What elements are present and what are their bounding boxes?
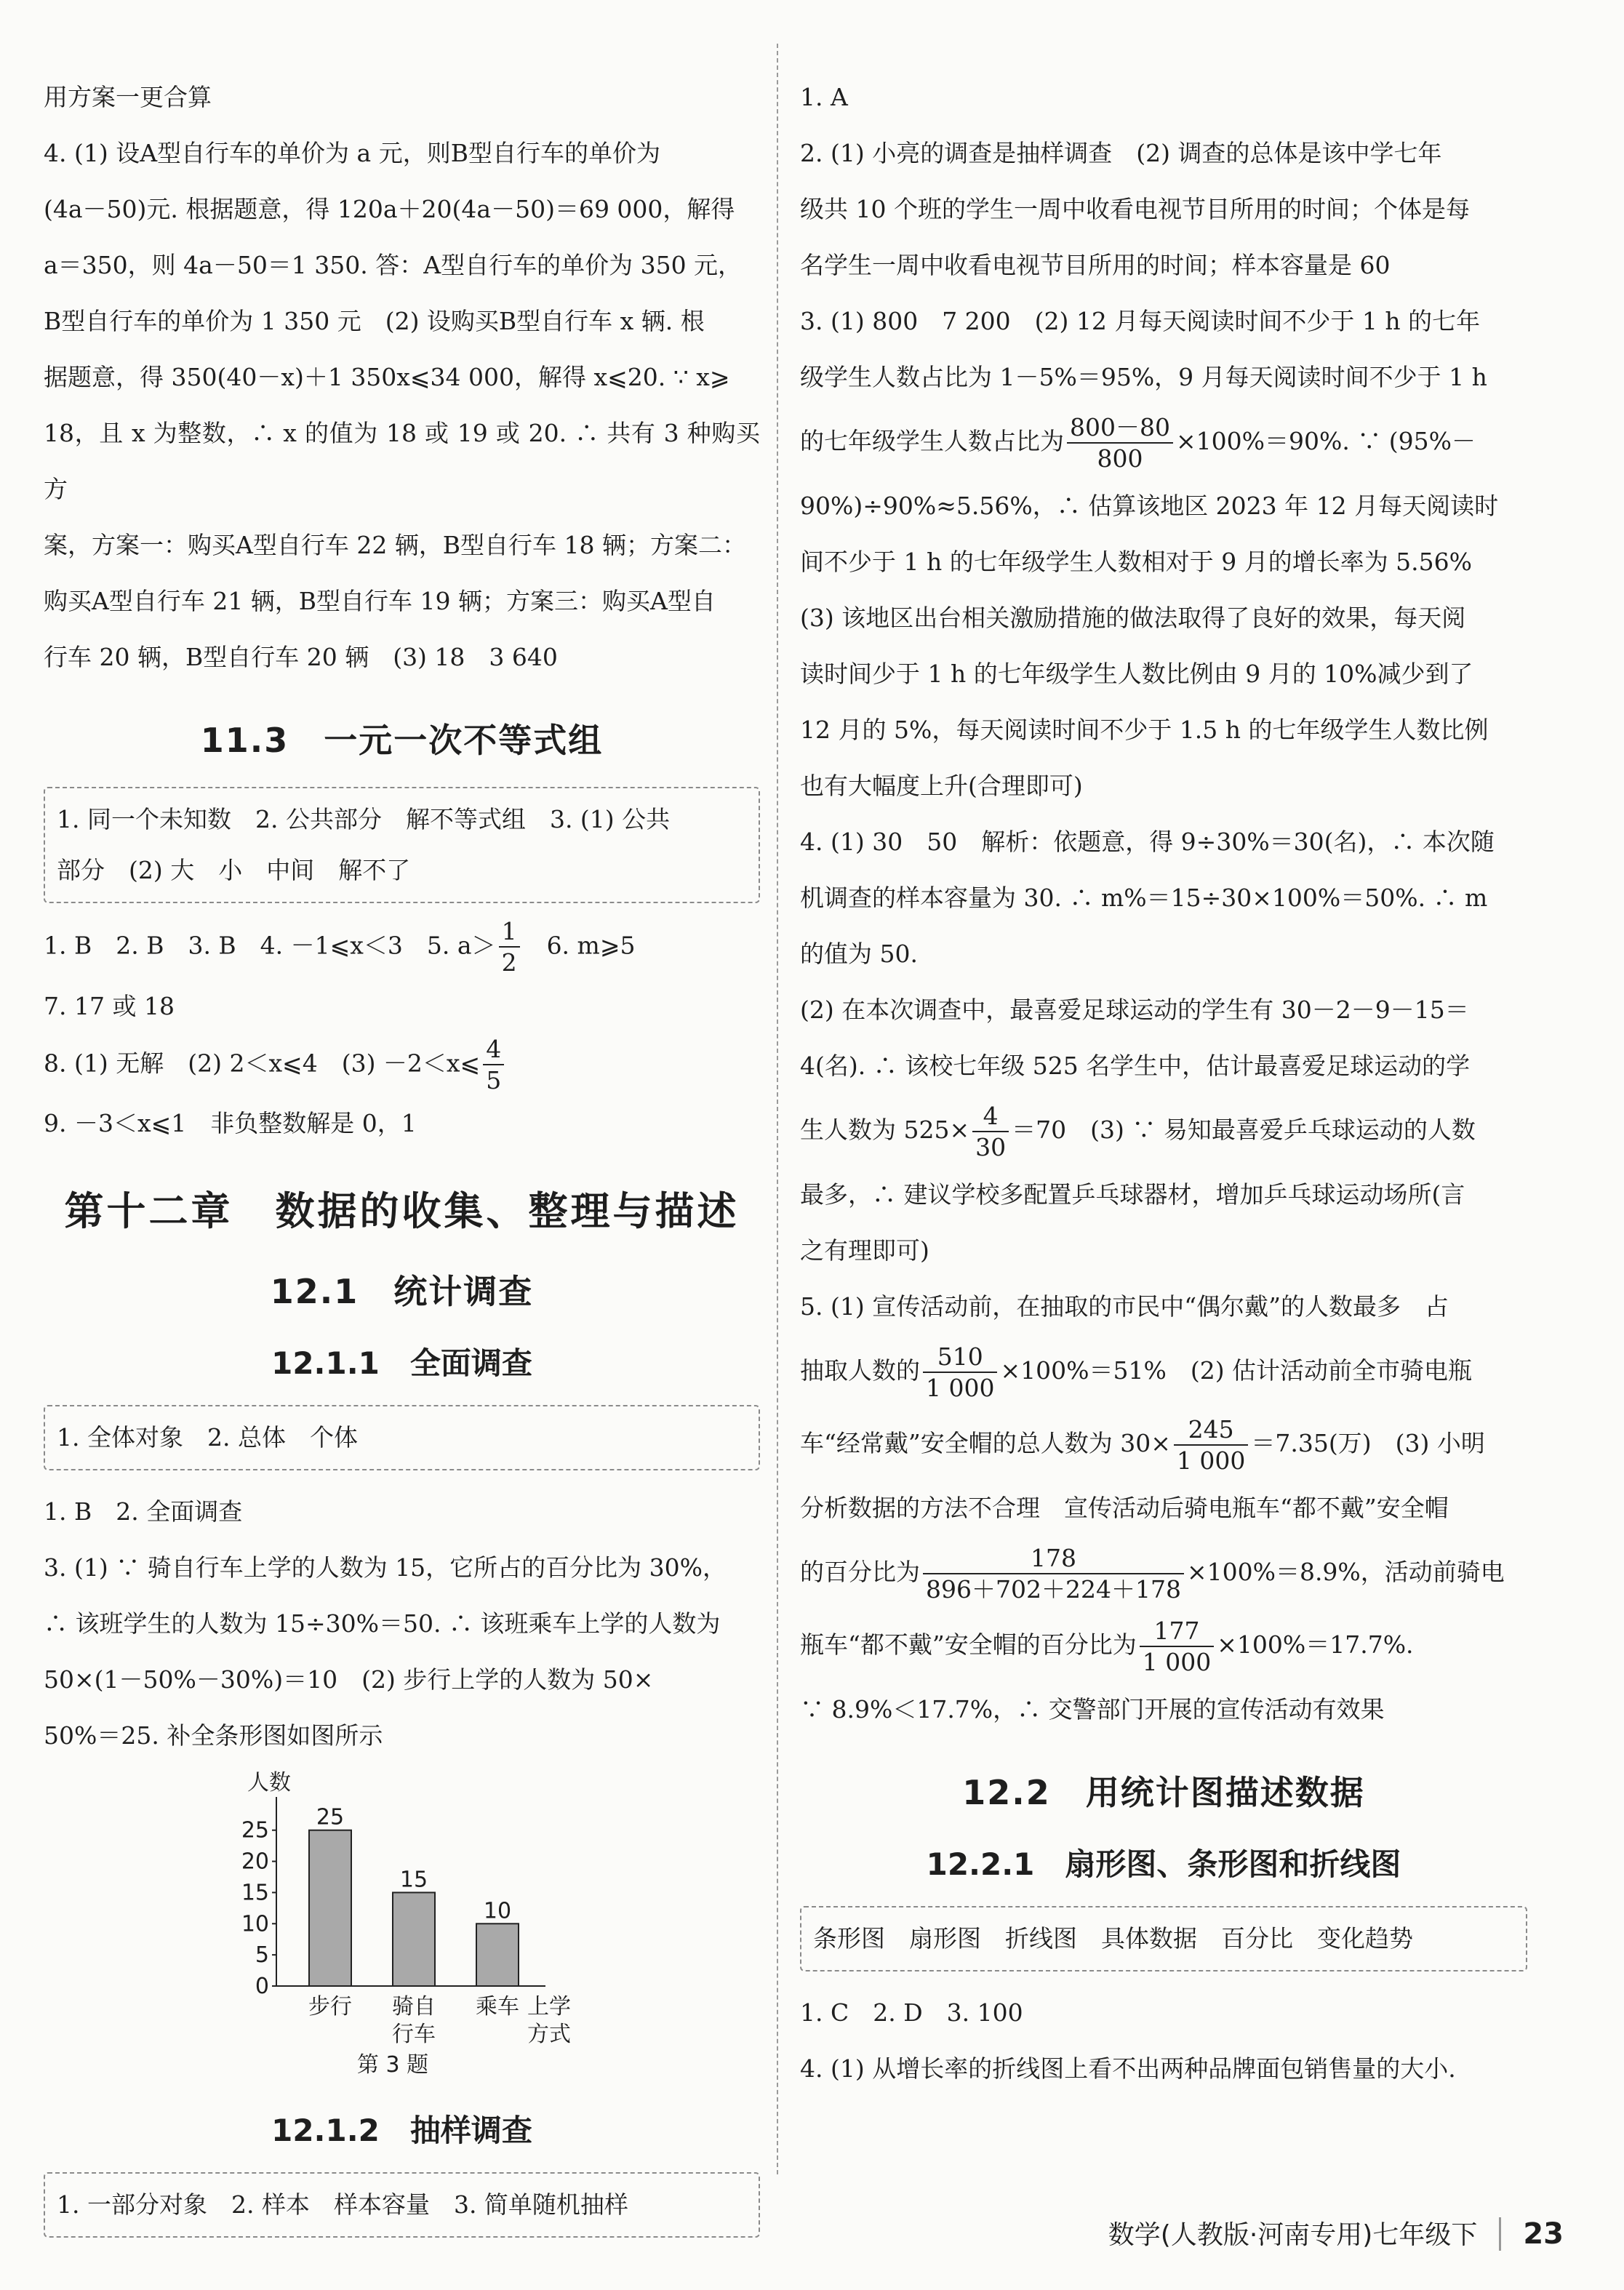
q4-line: 最多，∴ 建议学校多配置乒乓球器材，增加乒乓球运动场所(言 <box>800 1180 1465 1209</box>
q4-line: (2) 在本次调查中，最喜爱足球运动的学生有 30－2－9－15＝ <box>800 996 1469 1024</box>
box-line: 1. 同一个未知数 2. 公共部分 解不等式组 3. (1) 公共 <box>57 805 671 833</box>
q4-line: 的值为 50. <box>800 940 918 968</box>
q3-line: 12 月的 5%，每天阅读时间不少于 1.5 h 的七年级学生人数比例 <box>800 716 1489 744</box>
q3-line: 3. (1) ∵ 骑自行车上学的人数为 15，它所占的百分比为 30%， <box>44 1553 727 1582</box>
q4-line: 18，且 x 为整数，∴ x 的值为 18 或 19 或 20. ∴ 共有 3 种购买方 <box>44 419 760 503</box>
q2-line: 级共 10 个班的学生一周中收看电视节目所用的时间；个体是每 <box>800 195 1470 223</box>
y-tick-label: 20 <box>241 1849 269 1875</box>
fill-in-box <box>44 787 760 903</box>
bar-value-label: 25 <box>316 1804 345 1830</box>
answers-line: 1. B 2. 全面调查 <box>44 1497 243 1526</box>
section-heading-12-1: 12.1 统计调查 <box>270 1272 534 1311</box>
fraction: $\frac{178}{896+702+224+178}$ <box>923 1543 1184 1605</box>
fill-in-box: 条形图 扇形图 折线图 具体数据 百分比 变化趋势 <box>800 1906 1527 1971</box>
bar-value-label: 15 <box>399 1867 428 1893</box>
q5-line: 车“经常戴”安全帽的总人数为 30× $\frac{245}{1 000}$ ＝7.35(万) (3) 小明 <box>800 1414 1485 1475</box>
x-tick-label: 骑自 <box>392 1994 436 2019</box>
q4-line: 之有理即可) <box>800 1236 929 1265</box>
chapter-heading: 第十二章 数据的收集、整理与描述 <box>64 1188 740 1234</box>
q3-line: 90%)÷90%≈5.56%，∴ 估算该地区 2023 年 12 月每天阅读时 <box>800 492 1499 520</box>
q3-line: 也有大幅度上升(合理即可) <box>800 772 1083 800</box>
q3-line: (3) 该地区出台相关激励措施的做法取得了良好的效果，每天阅 <box>800 604 1466 632</box>
bar <box>393 1892 435 1986</box>
q5-line: 5. (1) 宣传活动前，在抽取的市民中“偶尔戴”的人数最多 占 <box>800 1292 1449 1321</box>
bar-value-label: 10 <box>483 1898 512 1924</box>
q5-line: ∵ 8.9%＜17.7%，∴ 交警部门开展的宣传活动有效果 <box>800 1695 1385 1723</box>
q4-line: 4. (1) 30 50 解析：依题意，得 9÷30%＝30(名)，∴ 本次随 <box>800 828 1495 856</box>
q3-line: 间不少于 1 h 的七年级学生人数相对于 9 月的增长率为 5.56% <box>800 548 1473 576</box>
subsection-heading-12-1-1: 12.1.1 全面调查 <box>271 1345 532 1381</box>
subsection-heading-12-1-2: 12.1.2 抽样调查 <box>271 2113 532 2148</box>
q5-line: 抽取人数的 $\frac{510}{1 000}$ ×100%＝51% (2) 估计活动前全市骑电瓶 <box>800 1342 1473 1402</box>
q4-line: 4. (1) 从增长率的折线图上看不出两种品牌面包销售量的大小. <box>800 2054 1456 2083</box>
x-axis-label: 方式 <box>527 2022 571 2047</box>
page-footer <box>800 2214 1564 2251</box>
q5-line: 瓶车“都不戴”安全帽的百分比为 $\frac{177}{1 000}$ ×100%＝17.7%. <box>800 1616 1414 1676</box>
answer-1: 1. A <box>800 83 848 111</box>
x-tick-label: 乘车 <box>476 1994 519 2019</box>
y-axis-label: 人数 <box>247 1770 291 1795</box>
q3-line: ∴ 该班学生的人数为 15÷30%＝50. ∴ 该班乘车上学的人数为 <box>44 1609 721 1638</box>
y-tick-label: 15 <box>241 1880 269 1906</box>
q4-line: 据题意，得 350(40－x)＋1 350x⩽34 000，解得 x⩽20. ∵ x⩾ <box>44 363 730 391</box>
section-heading-12-2: 12.2 用统计图描述数据 <box>962 1773 1365 1812</box>
q4-line: B型自行车的单价为 1 350 元 (2) 设购买B型自行车 x 辆. 根 <box>44 307 705 335</box>
box-line: 部分 (2) 大 小 中间 解不了 <box>57 856 411 884</box>
fill-in-box: 1. 全体对象 2. 总体 个体 <box>44 1405 760 1470</box>
q4-line: a＝350，则 4a－50＝1 350. 答：A型自行车的单价为 350 元， <box>44 251 743 279</box>
chart-caption: 第 3 题 <box>356 2052 429 2078</box>
q4-line: 4(名). ∴ 该校七年级 525 名学生中，估计最喜爱足球运动的学 <box>800 1052 1471 1080</box>
fraction: $\frac{800-80}{800}$ <box>1067 412 1173 474</box>
x-tick-label: 步行 <box>308 1994 352 2019</box>
answers-line: 1. C 2. D 3. 100 <box>800 1998 1023 2027</box>
q3-line: 3. (1) 800 7 200 (2) 12 月每天阅读时间不少于 1 h 的七年 <box>800 307 1481 335</box>
fraction: $\frac{245}{1 000}$ <box>1174 1414 1248 1476</box>
page-number: 23 <box>1499 2217 1564 2251</box>
left-column <box>44 69 760 2251</box>
answer-8: 8. (1) 无解 (2) 2＜x⩽4 (3) －2＜x⩽ $\frac{4}{5}$ <box>44 1034 760 1096</box>
q3-line: 级学生人数占比为 1－5%＝95%，9 月每天阅读时间不少于 1 h <box>800 363 1487 391</box>
q3-line: 的七年级学生人数占比为 $\frac{800-80}{800}$ ×100%＝90%. ∵ (95%－ <box>800 412 1476 473</box>
fraction: $\frac{4}{5}$ <box>483 1034 504 1096</box>
x-axis-label: 上学 <box>527 1994 571 2019</box>
q4-line: 4. (1) 设A型自行车的单价为 a 元，则B型自行车的单价为 <box>44 139 660 167</box>
q5-line: 分析数据的方法不合理 宣传活动后骑电瓶车“都不戴”安全帽 <box>800 1494 1449 1522</box>
fraction: $\frac{1}{2}$ <box>499 916 520 978</box>
section-heading-11-3: 11.3 一元一次不等式组 <box>200 721 604 760</box>
q2-line: 2. (1) 小亮的调查是抽样调查 (2) 调查的总体是该中学七年 <box>800 139 1442 167</box>
bar <box>476 1923 519 1986</box>
fill-in-box: 1. 一部分对象 2. 样本 样本容量 3. 简单随机抽样 <box>44 2172 760 2238</box>
fraction: $\frac{510}{1 000}$ <box>923 1342 997 1404</box>
x-tick-label: 行车 <box>392 2022 436 2047</box>
y-tick-label: 5 <box>255 1942 269 1969</box>
q3-line: 50%＝25. 补全条形图如图所示 <box>44 1721 383 1750</box>
q3-line: 读时间少于 1 h 的七年级学生人数比例由 9 月的 10%减少到了 <box>800 660 1473 688</box>
bar-chart <box>225 1768 604 2081</box>
subsection-heading-12-2-1: 12.2.1 扇形图、条形图和折线图 <box>926 1846 1401 1882</box>
q4-line: 案，方案一：购买A型自行车 22 辆，B型自行车 18 辆；方案二： <box>44 531 747 559</box>
fraction: $\frac{4}{30}$ <box>972 1101 1009 1163</box>
bar <box>309 1830 351 1986</box>
q4-line: 生人数为 525× $\frac{4}{30}$ ＝70 (3) ∵ 易知最喜爱乒乓球运动的人数 <box>800 1101 1476 1161</box>
q4-line: 购买A型自行车 21 辆，B型自行车 19 辆；方案三：购买A型自 <box>44 587 716 615</box>
q4-line: 行车 20 辆，B型自行车 20 辆 (3) 18 3 640 <box>44 643 558 671</box>
answers-line: 1. B 2. B 3. B 4. －1⩽x＜3 5. a＞ $\frac{1}{2}$ 6. m⩾5 <box>44 917 636 977</box>
y-tick-label: 25 <box>241 1817 269 1843</box>
answer-7: 7. 17 或 18 <box>44 991 175 1020</box>
y-tick-label: 0 <box>255 1974 269 1999</box>
q5-line: 的百分比为 $\frac{178}{896+702+224+178}$ ×100%＝8.9%，活动前骑电 <box>800 1543 1505 1604</box>
right-column <box>800 69 1527 2097</box>
book-title: 数学(人教版·河南专用)七年级下 <box>1108 2220 1478 2250</box>
q4-line: (4a－50)元. 根据题意，得 120a＋20(4a－50)＝69 000，解得 <box>44 195 735 223</box>
column-divider <box>777 44 778 2174</box>
q2-line: 名学生一周中收看电视节目所用的时间；样本容量是 60 <box>800 251 1391 279</box>
answer-9: 9. －3＜x⩽1 非负整数解是 0，1 <box>44 1109 417 1137</box>
text-line: 用方案一更合算 <box>44 83 212 111</box>
y-tick-label: 10 <box>241 1911 269 1937</box>
q3-line: 50×(1－50%－30%)＝10 (2) 步行上学的人数为 50× <box>44 1665 654 1694</box>
q4-line: 机调查的样本容量为 30. ∴ m%＝15÷30×100%＝50%. ∴ m <box>800 884 1488 912</box>
fraction: $\frac{177}{1 000}$ <box>1140 1616 1214 1678</box>
